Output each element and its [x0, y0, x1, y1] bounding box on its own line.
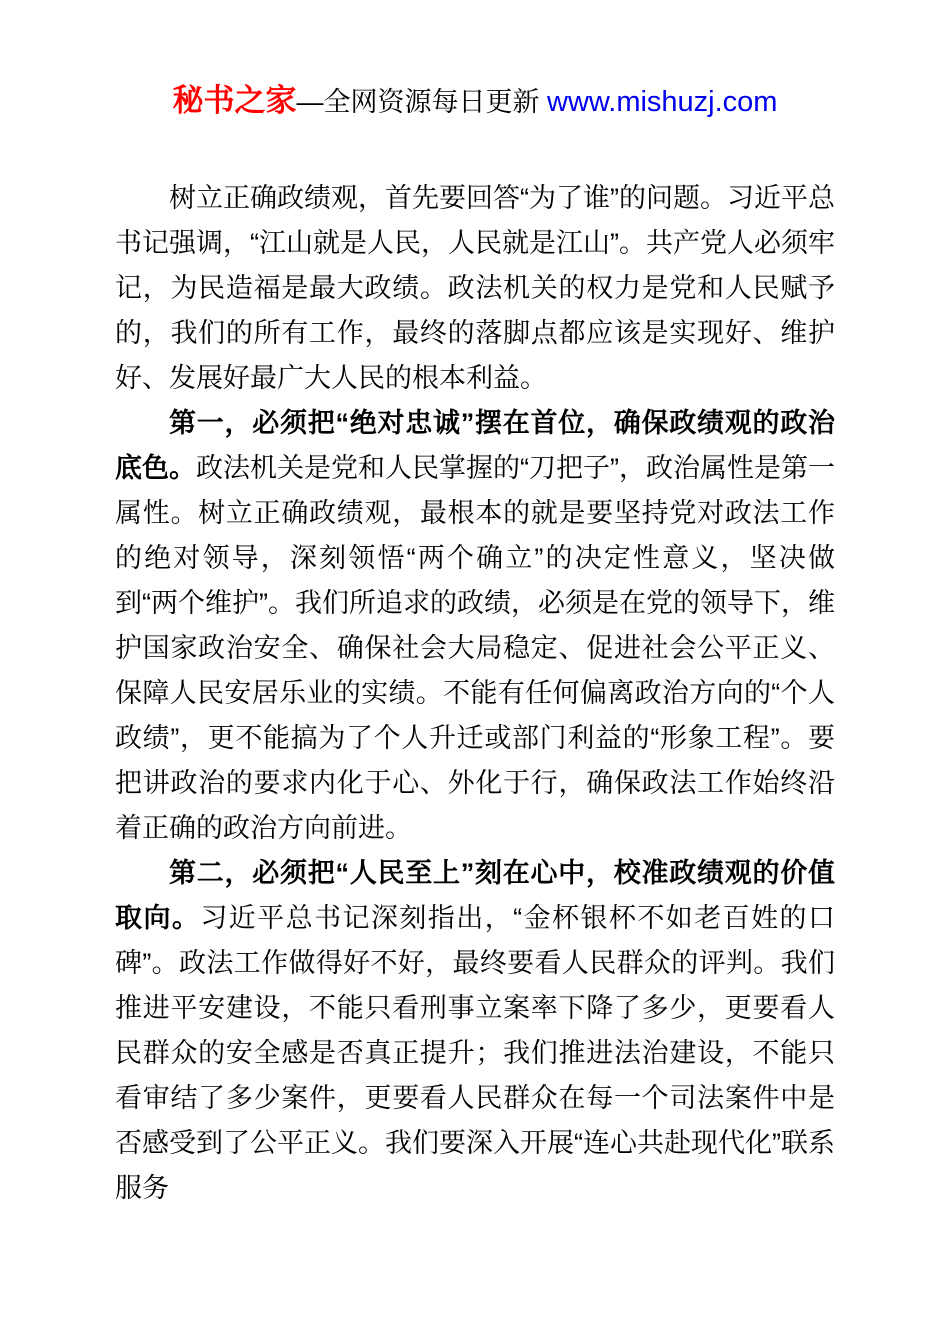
- paragraph-first-point: [115, 401, 835, 851]
- paragraph-intro-text: 树立正确政绩观，首先要回答“为了谁”的问题。习近平总书记强调，“江山就是人民，人民就是江山”。共产党人必须牢记，为民造福是最大政绩。政法机关的权力是党和人民赋予的，我们的所有工作，最终的落脚点都应该是实现好、维护好、发展好最广大人民的根本利益。: [115, 183, 835, 393]
- site-tagline: —全网资源每日更新: [296, 87, 548, 117]
- paragraph-intro: [115, 176, 835, 401]
- site-header: [0, 82, 950, 121]
- paragraph-second-point: [115, 851, 835, 1211]
- paragraph-second-point-text: 习近平总书记深刻指出，“金杯银杯不如老百姓的口碑”。政法工作做得好不好，最终要看人民群众的评判。我们推进平安建设，不能只看刑事立案率下降了多少，更要看人民群众的安全感是否真正提升；我们推进法治建设，不能只看审结了多少案件，更要看人民群众在每一个司法案件中是否感受到了公平正义。我们要深入开展“连心共赴现代化”联系服务: [115, 903, 835, 1203]
- document-body: [115, 176, 835, 1211]
- site-url-link[interactable]: www.mishuzj.com: [547, 86, 778, 118]
- paragraph-first-point-text: 政法机关是党和人民掌握的“刀把子”，政治属性是第一属性。树立正确政绩观，最根本的就是要坚持党对政法工作的绝对领导，深刻领悟“两个确立”的决定性意义，坚决做到“两个维护”。我们所追求的政绩，必须是在党的领导下，维护国家政治安全、确保社会大局稳定、促进社会公平正义、保障人民安居乐业的实绩。不能有任何偏离政治方向的“个人政绩”，更不能搞为了个人升迁或部门利益的“形象工程”。要把讲政治的要求内化于心、外化于行，确保政法工作始终沿着正确的政治方向前进。: [115, 453, 836, 843]
- site-name: 秘书之家: [172, 83, 297, 118]
- paragraph-second-point-lead: 第二，必须把“人民至上”刻在心中，校准政绩观的价值取向。: [115, 858, 835, 933]
- paragraph-first-point-lead: 第一，必须把“绝对忠诚”摆在首位，确保政绩观的政治底色。: [115, 408, 835, 483]
